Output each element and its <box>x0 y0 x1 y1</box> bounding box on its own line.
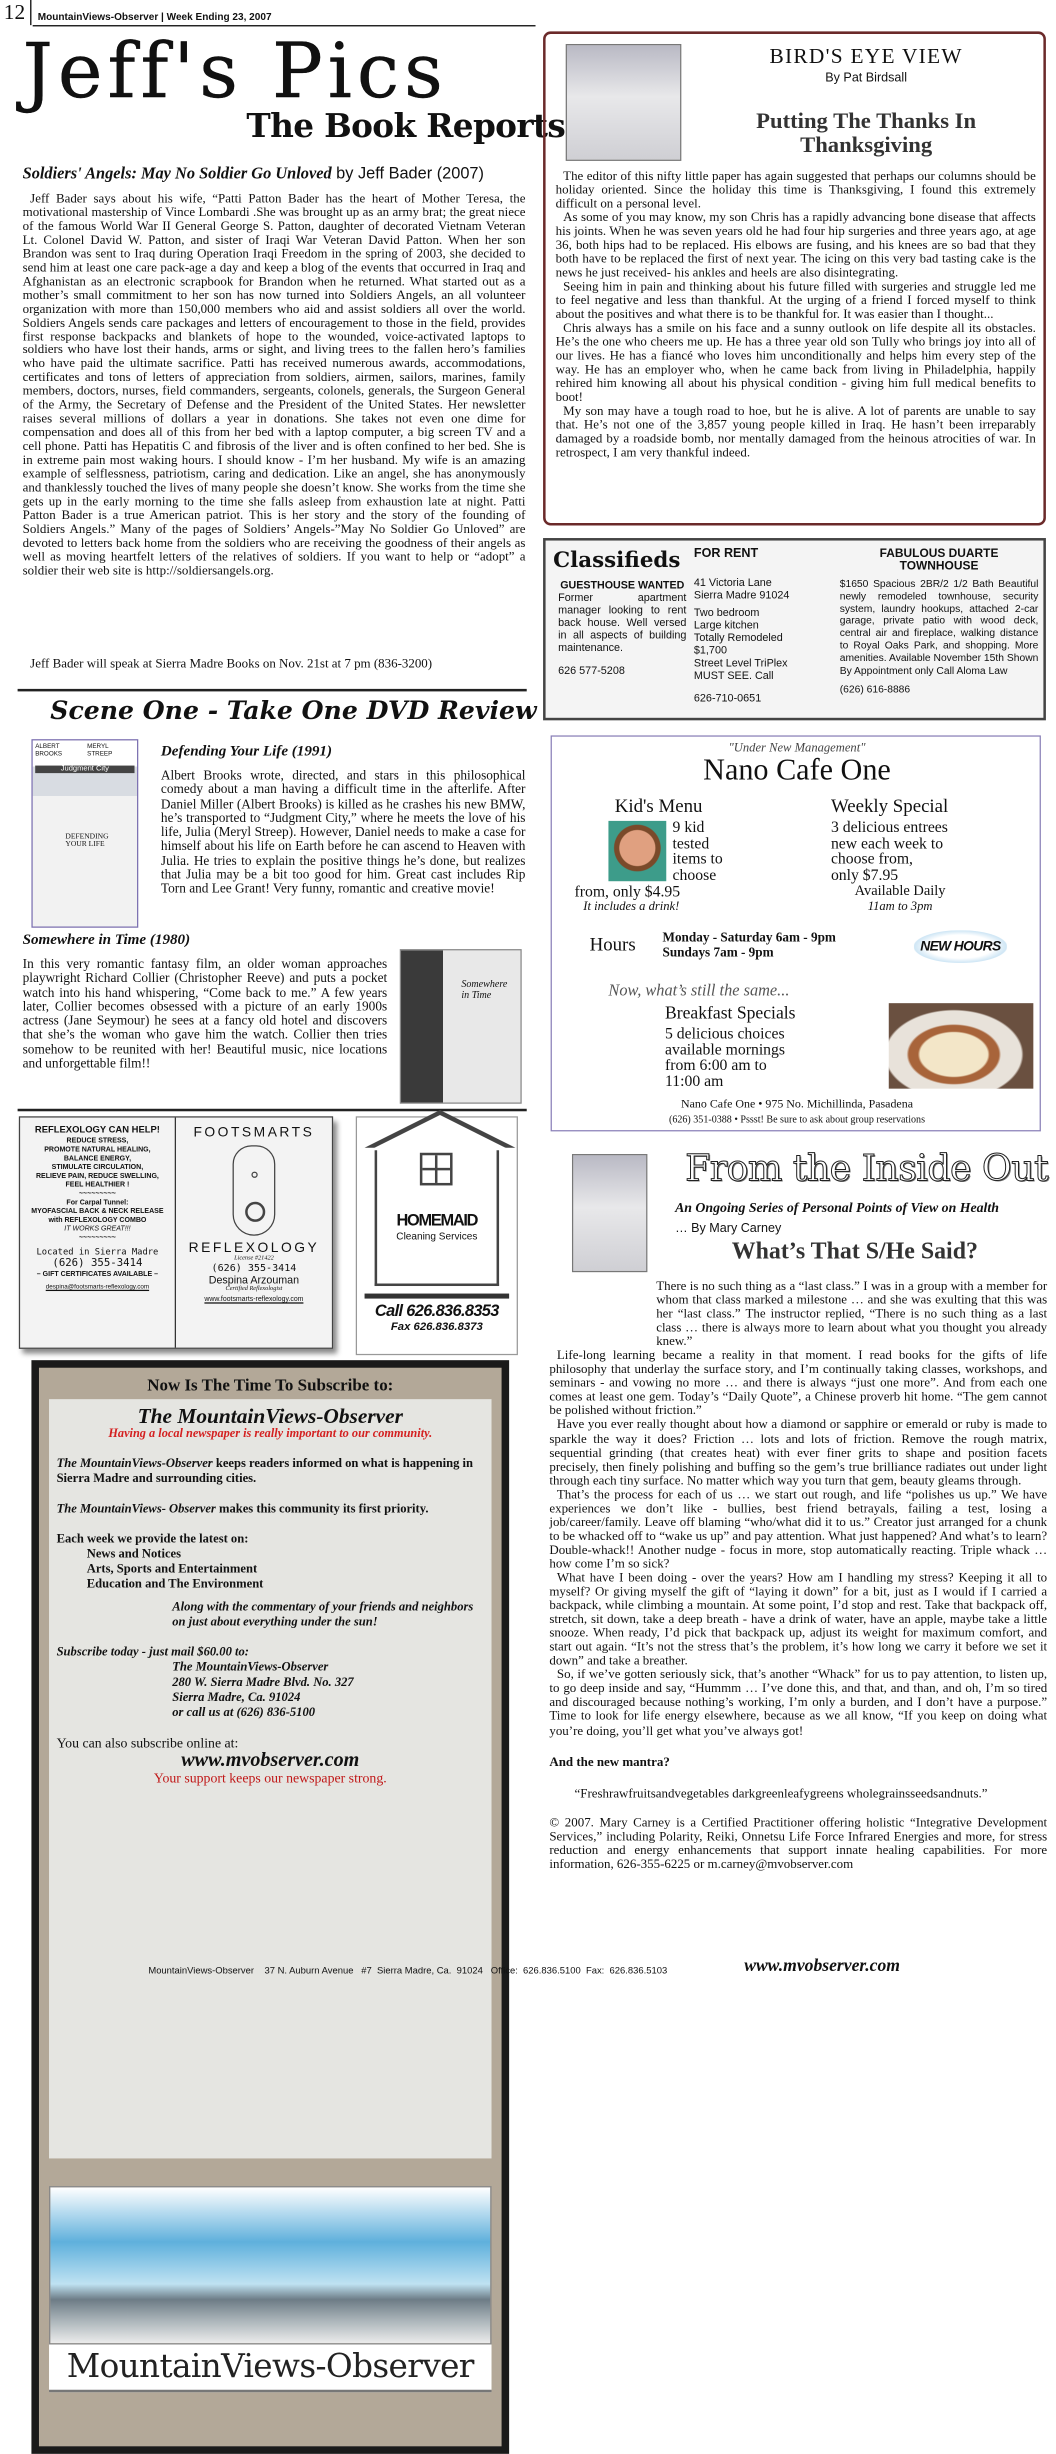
column-series: An Ongoing Series of Personal Points of View on Health <box>675 1200 999 1216</box>
divider <box>18 689 527 692</box>
classifieds-box <box>543 538 1046 720</box>
ad-text: IT WORKS GREAT!!! <box>64 1225 131 1234</box>
ad-text: makes this community its first priority. <box>215 1502 429 1517</box>
ad-heading: GUESTHOUSE WANTED <box>560 578 685 591</box>
ad-text: keeps readers informed on what is happening in Sierra Madre and surrounding cities. <box>56 1456 474 1486</box>
byline: By Pat Birdsall <box>825 71 908 86</box>
ad-phone: (626) 355-3414 <box>211 1262 297 1274</box>
ad-phone: 626 577-5208 <box>558 663 625 677</box>
paragraph: Chris always has a smile on his face and a sunny outlook on life despite all its obstacles. He’s the one who cheers me up. He has a three year old son Tully who brings joy into all of our lives. He has a fiancé who loves him unconditionally and helps him every step of the way. He has an employer who, when he came back from living in Philadelphia, happily rehired him knowing all about his physical condition - giving him full medical benefits to boot! <box>555 321 1036 405</box>
hours-line: Monday - Saturday 6am - 9pm <box>662 931 836 946</box>
paragraph: What have I been doing - over the years? How am I handling my stress? Keeping it all to myself? Or giving myself the gift of “laying it down” for a bit, just as I would if I carried a backpack, while climbing a mountain. At some point, I’d stop and rest. Take that backpack off, stretch, sit down, take a deep breath - have a drink of water, have an apple, maybe take a little snooze. When ready, I’d pick that backpack up, adjust its weight for maximum comfort, and start out again. “It’s not the stress that’s the problem, it’s how long we carry it before we set it down” and take a breather. <box>549 1571 1048 1669</box>
paragraph: So, if we’ve gotten seriously sick, that’s another “Whack” for us to pay attention, to listen up, to go deep inside and say, “Hummm … I’ve done this, and that, and than, and oh, I’m so tired and discouraged because nothing’s working, I’m only a burden, and I don’t have a purpose.” Time to look for life energy elsewhere, because as we all know, “If you keep on doing what you’re doing, you’ll get what you’ve always got! <box>549 1668 1048 1738</box>
ad-heading: FOR RENT <box>693 546 759 561</box>
ad-website-link[interactable]: www.footsmarts-reflexology.com <box>204 1296 304 1304</box>
ad-phone: (626) 355-3414 <box>52 1257 143 1270</box>
menu-line: only $7.95 <box>830 865 899 884</box>
menu-line: choose from, <box>830 849 913 868</box>
ad-text: Cleaning Services <box>396 1230 478 1243</box>
paper-logo: MountainViews-Observer <box>49 2344 491 2392</box>
ad-text: Subscribe today - just mail $60.00 to: <box>56 1645 249 1660</box>
house-icon <box>375 1148 499 1286</box>
ad-heading: Now Is The Time To Subscribe to: <box>147 1375 394 1395</box>
birds-eye-view-column <box>543 31 1046 525</box>
article-headline: Putting The Thanks In Thanksgiving <box>756 108 977 158</box>
ad-text: Totally Remodeled <box>693 631 783 644</box>
ad-text: Despina Arzouman <box>208 1273 300 1287</box>
mountain-image <box>49 2186 491 2344</box>
column-subtitle: The Book Reports <box>246 108 566 146</box>
menu-line: items to <box>672 849 723 868</box>
ad-text: $1,700 <box>693 643 727 657</box>
cover-text: Judgment City <box>35 766 134 774</box>
paper-name: The MountainViews-Observer <box>137 1404 403 1429</box>
article-body <box>556 170 1036 460</box>
cover-text: ALBERT BROOKS <box>35 742 63 759</box>
menu-line: tested <box>672 834 710 852</box>
paragraph: Life-long learning became a reality in that moment. I read books for the gifts of life philosophy that underlay the surface story, and I’m continually taking classes, workshops, and seminars - and vowing no more … and there is always “just one more”. And from each one comes at least one gem. Today’s “Daily Quote”, a Chinese proverb hit home. “The gem cannot be polished without friction.” <box>549 1349 1048 1419</box>
ad-phone: (626) 351-0388 • Pssst! Be sure to ask about group reservations <box>668 1113 926 1126</box>
ad-text: Former apartment manager looking to rent back house. Well versed in all aspects of building maintenance. <box>558 590 687 654</box>
ad-email-link[interactable]: despina@footsmarts-reflexology.com <box>45 1283 150 1292</box>
paragraph: My son may have a tough road to hoe, but he is alive. A lot of parents are unable to say that. He’s not one of the 3,857 young people killed in Iraq. He hasn’t been irreparably damaged by a roadside bomb, nor mentally damaged from the heinous atrocities of war. In retrospect, I am very thankful indeed. <box>555 404 1036 461</box>
homemaid-ad <box>356 1116 518 1355</box>
column-title: Jeff's Pics <box>22 27 448 116</box>
tagline: Your support keeps our newspaper strong. <box>153 1771 387 1787</box>
foot-icon <box>233 1145 276 1236</box>
footer-address: MountainViews-Observer 37 N. Auburn Avenue #7 Sierra Madre, Ca. 91024 Office: 626.836.5100 Fax: 626.836.5103 <box>148 1964 668 1977</box>
ad-heading: Nano Cafe One <box>703 754 891 787</box>
byline: … By Mary Carney <box>675 1221 782 1236</box>
movie-title: Defending Your Life (1991) <box>160 741 333 760</box>
article-body <box>549 1280 1047 1872</box>
author-photo <box>572 1154 647 1272</box>
ad-tagline: "Under New Management" <box>728 741 866 756</box>
ad-text: $1650 Spacious 2BR/2 1/2 Bath Beautiful newly remodeled townhouse, security system, laundry hookups, attached 2-car garage, private patio with wood deck, central air and fireplace, walking distance to Royal Oaks Park, and shopping. More amenities. Available November 15th Shown By Appointment only Call Aloma Law <box>839 578 1039 676</box>
ad-text: – GIFT CERTIFICATES AVAILABLE – <box>36 1270 159 1279</box>
ad-text: FEEL HEALTHIER ! <box>65 1181 130 1190</box>
ad-text: Large kitchen <box>693 618 759 632</box>
menu-line: 9 kid <box>672 818 705 836</box>
paragraph: The editor of this nifty little paper has again suggested that perhaps our columns should be holiday oriented. Since the holiday this time is Thanksgiving, I found this extremely difficult on a personal level. <box>555 169 1036 212</box>
paper-name: The MountainViews- Observer <box>56 1502 216 1517</box>
cover-text: MERYL STREEP <box>87 742 113 759</box>
paragraph: Have you ever really thought about how a diamond or sapphire or emerald or ruby is made to sparkle the way it does? Friction … lots and lots of friction. Remove the rough matrix, sequential grinding (that creates heat) with ever finer grits to shape and position facets precisely, then finely polishing and buffing so the gem’s true brilliance radiates out under light through each tiny surface. No matter which way you turn that gem, beauty gleams through. <box>549 1418 1048 1488</box>
ad-text: PROMOTE NATURAL HEALING, <box>44 1146 151 1155</box>
ad-brand: FOOTSMARTS <box>193 1125 315 1141</box>
page-number: 12 <box>3 0 26 24</box>
section-title: Classifieds <box>553 548 681 574</box>
menu-heading: Kid's Menu <box>614 797 703 818</box>
ad-address: Nano Cafe One • 975 No. Michillinda, Pasadena <box>680 1098 914 1112</box>
book-title: Soldiers' Angels: May No Soldier Go Unloved <box>22 163 332 183</box>
subheading: And the new mantra? <box>549 1755 670 1770</box>
menu-price: from, only $4.95 <box>574 882 681 901</box>
cover-text: Somewhere in Time <box>461 978 508 1001</box>
ad-text: STIMULATE CIRCULATION, <box>51 1164 144 1172</box>
paper-name: The MountainViews-Observer <box>56 1456 213 1471</box>
tagline: Having a local newspaper is really important to our community. <box>108 1426 433 1441</box>
article-headline: What’s That S/He Said? <box>731 1238 978 1265</box>
menu-heading: Weekly Special <box>830 797 949 818</box>
article-body <box>23 194 526 580</box>
hours-label: Hours <box>589 935 636 956</box>
ad-heading: REFLEXOLOGY CAN HELP! <box>34 1123 160 1136</box>
new-hours-badge: NEW HOURS <box>914 930 1007 963</box>
menu-note: It includes a drink! <box>583 900 680 914</box>
ad-text: MUST SEE. Call <box>693 668 774 682</box>
list-item: News and Notices <box>86 1547 182 1562</box>
movie-review: Albert Brooks wrote, directed, and stars in this philosophical comedy about a man having a difficult time in the afterlife. After Daniel Miller (Albert Brooks) is killed as he crashes his new BMW, he’s transported to “Judgment City,” where he meets the love of his life, Julia (Meryl Streep). However, Daniel needs to make a case for himself about his life on Earth before he can ascend to Heaven with Julia. He tries to explain the positive things he’s done, but realizes that Julia may be a bit too good for him. Great cast includes Rip Torn and Lee Grant! Very funny, romantic and creative movie! <box>160 769 526 897</box>
ad-fax: Fax 626.836.8373 <box>390 1319 483 1333</box>
ad-text: Sierra Madre 91024 <box>693 588 790 601</box>
menu-text <box>673 820 723 883</box>
menu-line: 5 delicious choices <box>665 1024 785 1043</box>
dvd-cover-somewhere-in-time <box>400 949 522 1104</box>
author-bio: © 2007. Mary Carney is a Certified Practitioner offering holistic “Integrative Development Services,” including Polarity, Reiki, Onnetsu Life Force Infrared Energies and more, for stress reduction and energy enhancements that support innate healing capabilities. For more information, 626-355-6225 or m.carney@mvobserver.com <box>549 1816 1048 1872</box>
ad-text: 41 Victoria Lane <box>693 575 772 589</box>
ad-text: Certified Reflexologist <box>225 1286 283 1293</box>
reflexology-ad <box>19 1116 333 1349</box>
ad-text: Each week we provide the latest on: <box>56 1532 249 1547</box>
ad-text: You can also subscribe online at: <box>56 1736 239 1752</box>
ad-phone: 626-710-0651 <box>693 691 762 704</box>
column-kicker: BIRD'S EYE VIEW <box>769 43 963 68</box>
ad-text: ~~~~~~~~~ <box>78 1190 116 1199</box>
menu-text: Available Daily <box>854 883 946 899</box>
ad-phone: Call 626.836.8353 <box>374 1301 499 1320</box>
masthead: MountainViews-Observer | Week Ending 23, 2007 <box>37 11 272 23</box>
hours-line: Sundays 7am - 9pm <box>662 946 774 961</box>
list-item: Education and The Environment <box>86 1577 264 1592</box>
paragraph: “Freshrawfruitsandvegetables darkgreenleafygreens wholegrainsseedsandnuts.” <box>574 1787 988 1801</box>
paragraph: There is no such thing as a “last class.” I was in a group with a member for whom that class marked a milestone … and she was exulting that this was her “last class.” The instructor replied, “There is no such thing as a last class … there is always more to learn about what you thought you already knew.” <box>656 1279 1048 1350</box>
column-title: From the Inside Out <box>685 1146 1049 1190</box>
kid-photo <box>608 821 666 881</box>
address-line: or call us at (626) 836-5100 <box>172 1705 316 1720</box>
menu-text: 11am to 3pm <box>867 900 933 914</box>
paragraph: Seeing him in pain and thinking about his future filled with surgeries and struggle led me to feel negative and less than thankful. At the urging of a friend I forced myself to think about the positives and what there is to be thankful for. It was easier than I thought... <box>555 280 1036 322</box>
address-line: 280 W. Sierra Madre Blvd. No. 327 <box>172 1675 354 1690</box>
ad-text: ~~~~~~~~~ <box>78 1234 116 1243</box>
ad-phone: (626) 616-8886 <box>839 684 911 696</box>
menu-line: 3 delicious entrees <box>830 818 948 836</box>
nano-cafe-ad <box>551 735 1041 1131</box>
menu-line: 11:00 am <box>665 1071 724 1090</box>
article-headline <box>23 163 538 183</box>
cover-text: DEFENDING YOUR LIFE <box>65 833 109 849</box>
ad-heading: FABULOUS DUARTE TOWNHOUSE <box>879 546 999 574</box>
dvd-cover-defending-your-life <box>31 739 138 928</box>
ad-text: Street Level TriPlex <box>693 656 788 669</box>
menu-heading: Breakfast Specials <box>665 1004 796 1024</box>
ad-text: Along with the commentary of your friends and neighbors on just about everything under the sun! <box>172 1600 474 1630</box>
ad-text: BALANCE ENERGY, <box>63 1155 132 1163</box>
paragraph: As some of you may know, my son Chris has a rapidly advancing bone disease that affects his joints. When he was seven years old he had four hip surgeries and three years ago, at age 36, both hips had to be replaced. His elbows are fusing, and his knees are so bad that they both have to be replaced the first of next year. The icing on this very bad tasting cake is the news he just received- his ankles and heels are also disintegrating. <box>555 211 1036 281</box>
address-line: The MountainViews-Observer <box>172 1660 329 1675</box>
byline: by Jeff Bader (2007) <box>331 163 484 183</box>
ad-logo: HOMEMAID <box>396 1210 478 1230</box>
list-item: Arts, Sports and Entertainment <box>86 1562 258 1577</box>
ad-brand: REFLEXOLOGY <box>188 1240 320 1256</box>
classified-ad <box>694 548 832 704</box>
menu-text <box>831 820 948 883</box>
ad-text: REDUCE STRESS, <box>66 1137 129 1146</box>
website-link[interactable]: www.mvobserver.com <box>181 1749 360 1772</box>
paragraph: Jeff Bader says about his wife, “Patti Patton Bader has the heart of Mother Teresa, the motivational mastership of Vince Lombardi .She was brought up as an army brat; the great niece of the famous World War II General George S. Patton, daughter of decorated Vietnam Veteran Lt. Colonel David W. Patton, and sister of Iraqi War Veteran David Patton. When her son Brandon was sent to Iraq during Operation Iraqi Freedom in the spring of 2003, she decided to send him at least one care pack-age a day and keep a blog of the events that occurred in Iraq and Afghanistan as an electronic scrapbook for Brandon when he returned. What started out as a mother’s small commitment to her son has now turned into Soldiers Angels, an all volunteer organization with more than 150,000 members who aid and assist soldiers all over the world. Soldiers Angels sends care packages and letters of encouragement to those in the field, provides first response backpacks and blankets of hope to the wounded, voice-activated laptops to soldiers who have lost their hands, arms or sight, and living trees to the fallen hero’s families who have paid the ultimate sacrifice. Patti has received numerous awards, accommodations, certificates and tons of letters of appreciation from soldiers, airmen, sailors, marines, family members, doctors, nurses, field commanders, sergeants, colonels, generals, the Surgeon General of the Army, the Secretary of Defense and the President of the United States. Her newsletter raises several millions of dollars a year in donations. She takes not even one dime for compensation and does all of this from her bed with a laptop computer, a big screen TV and a cell phone. Patti has Hepatitis C and fibrosis of the liver and is often confined to her bed. She is in extreme pain most waking hours. I should know - I’m her husband. My wife is an amazing example of selflessness, patriotism, caring and dedication. Like an angel, she has anonymously and thanklessly touched the lives of many people she doesn’t know. She works from the time she gets up in the early morning to the time she falls asleep from exhaustion late at night. Patti Patton Bader is a true American patriot. This is her story and the story of the founding of Soldiers Angels.” Many of the pages of Soldiers’ Angels-”May No Soldier Go Unloved” are devoted to letters back home from the soldiers who are receiving the goodness of their angels as well as moving heartfelt letters of the relatives of soldiers. If you want to help or “adopt” a soldier their web site is http://soldiersangels.org. <box>22 192 526 578</box>
menu-text <box>665 1026 785 1089</box>
menu-line: choose <box>672 865 717 884</box>
menu-line: available mornings <box>665 1040 786 1058</box>
ad-text: License #21422 <box>234 1255 274 1263</box>
movie-title: Somewhere in Time (1980) <box>22 930 191 948</box>
classified-ad <box>558 578 686 676</box>
ad-text: Located in Sierra Madre <box>36 1247 159 1258</box>
divider <box>30 0 31 25</box>
ad-text: For Carpal Tunnel: <box>66 1199 129 1207</box>
ad-text: with REFLEXOLOGY COMBO <box>48 1216 147 1225</box>
divider <box>33 25 536 26</box>
author-photo <box>566 44 682 161</box>
subscribe-ad <box>31 1360 509 2454</box>
menu-line: new each week to <box>830 834 944 852</box>
ad-text: MYOFASCIAL BACK & NECK RELEASE <box>31 1208 164 1216</box>
paragraph: That’s the process for each of us … we start out rough, and life “polishes us up.” We have experiences we don’t like - bullies, best friend betrayals, failing a test, losing a job/career/family. Leave off blaming “who/what did it to us.” Creator just arranged for a chunk to be whacked off to “wake us up” and pay attention. What just happened? And what’s to learn? Double-whack!! Another nudge - focus in more, stop automatically reacting. Triple whack … how come I’m so sick? <box>549 1488 1048 1572</box>
ad-text: RELIEVE PAIN, REDUCE SWELLING, <box>35 1172 159 1181</box>
menu-line: from 6:00 am to <box>665 1055 767 1074</box>
ad-text: Now, what’s still the same... <box>608 980 790 1000</box>
address-line: Sierra Madre, Ca. 91024 <box>172 1690 301 1705</box>
ad-text: Two bedroom <box>693 605 760 619</box>
food-photo <box>889 1003 1034 1088</box>
hours-text <box>662 932 835 962</box>
section-title: Scene One - Take One DVD Review <box>50 695 537 726</box>
movie-review: In this very romantic fantasy film, an older woman approaches playwright Richard Collier (Christopher Reeve) and puts a pocket watch into his hand whispering, “Come back to me.” A few years later, Collier becomes obsessed with a picture of an early 1900s actress (Jane Seymour) he sees at a fancy old hotel and discovers that she’s the woman who gave him the watch. Collier then tries somehow to be reunited with her! Beautiful music, nice locations and unforgettable film!! <box>22 957 388 1072</box>
footer-website-link[interactable]: www.mvobserver.com <box>744 1957 900 1977</box>
classified-ad <box>840 548 1039 697</box>
event-note: Jeff Bader will speak at Sierra Madre Books on Nov. 21st at 7 pm (836-3200) <box>30 657 433 672</box>
